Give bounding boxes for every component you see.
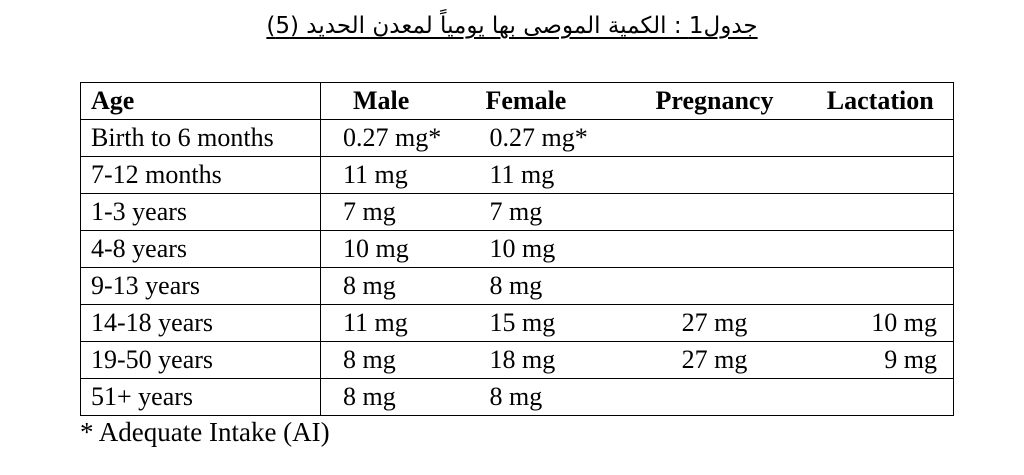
cell-lactation: 10 mg [808,305,954,342]
cell-age: 51+ years [81,379,321,416]
table-row [81,194,954,231]
footnote: * Adequate Intake (AI) [80,417,330,447]
cell-age: 4-8 years [81,231,321,268]
table-row [81,379,954,416]
cell-pregnancy [622,231,808,268]
cell-lactation: 9 mg [808,342,954,379]
cell-pregnancy [622,379,808,416]
header-age: Age [81,83,321,120]
cell-age: 14-18 years [81,305,321,342]
cell-age: 9-13 years [81,268,321,305]
cell-male: 10 mg [321,231,482,268]
cell-age: 7-12 months [81,157,321,194]
cell-male: 0.27 mg* [321,120,482,157]
cell-pregnancy [622,268,808,305]
table-row [81,268,954,305]
cell-age: Birth to 6 months [81,120,321,157]
cell-female: 0.27 mg* [482,120,622,157]
cell-female: 11 mg [482,157,622,194]
header-lactation: Lactation [808,83,954,120]
cell-lactation [808,120,954,157]
cell-male: 8 mg [321,342,482,379]
cell-female: 8 mg [482,379,622,416]
table-header-row [81,83,954,120]
iron-intake-table [80,82,954,416]
cell-female: 15 mg [482,305,622,342]
cell-male: 11 mg [321,305,482,342]
cell-female: 10 mg [482,231,622,268]
table-row [81,342,954,379]
cell-pregnancy [622,120,808,157]
cell-age: 1-3 years [81,194,321,231]
table-row [81,305,954,342]
cell-male: 8 mg [321,268,482,305]
cell-male: 7 mg [321,194,482,231]
cell-lactation [808,157,954,194]
cell-lactation [808,194,954,231]
table-caption-text: جدول1 : الكمية الموصى بها يومياً لمعدن الحديد (5) [266,13,758,39]
header-male: Male [321,83,482,120]
table-row [81,120,954,157]
cell-female: 7 mg [482,194,622,231]
cell-female: 8 mg [482,268,622,305]
cell-lactation [808,268,954,305]
cell-pregnancy: 27 mg [622,342,808,379]
cell-lactation [808,379,954,416]
header-pregnancy: Pregnancy [622,83,808,120]
cell-age: 19-50 years [81,342,321,379]
cell-male: 11 mg [321,157,482,194]
header-female: Female [482,83,622,120]
table-row [81,231,954,268]
table-caption [0,8,1024,44]
cell-male: 8 mg [321,379,482,416]
cell-female: 18 mg [482,342,622,379]
cell-pregnancy [622,157,808,194]
cell-pregnancy: 27 mg [622,305,808,342]
table-row [81,157,954,194]
cell-pregnancy [622,194,808,231]
cell-lactation [808,231,954,268]
